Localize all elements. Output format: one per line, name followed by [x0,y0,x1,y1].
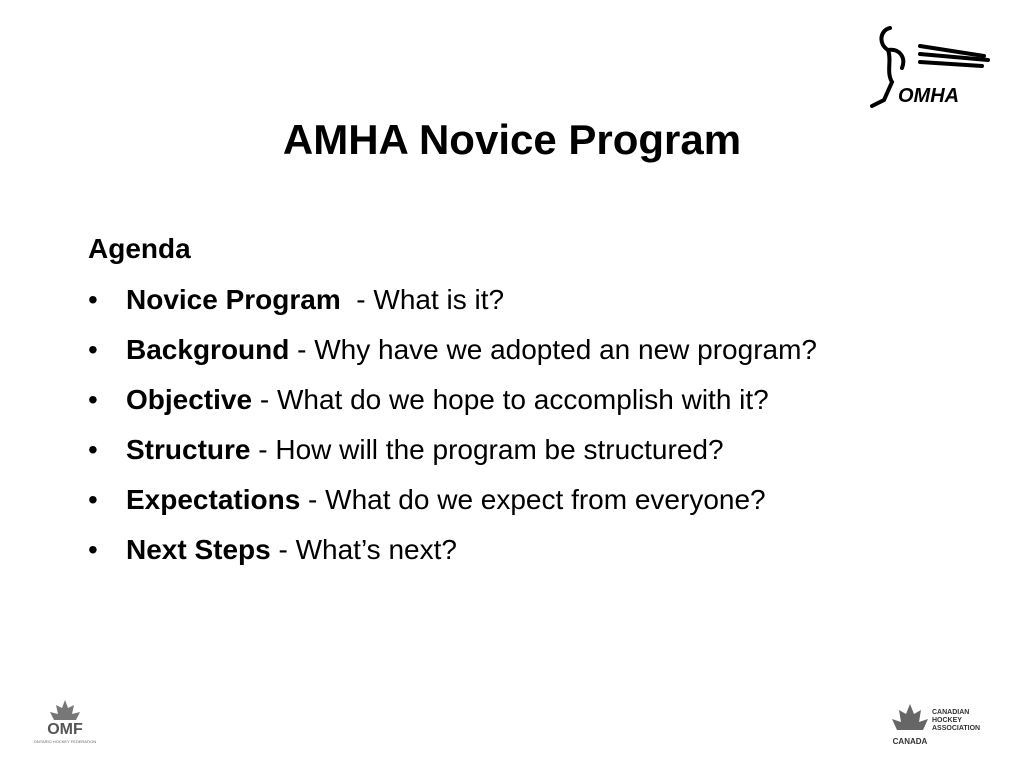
cha-logo-line1: CANADIAN [932,709,970,716]
cha-logo-line3: ASSOCIATION [932,725,981,732]
agenda-item-title: Expectations [126,484,301,515]
maple-leaf-icon [50,700,80,720]
agenda-item-title: Novice Program [126,284,341,315]
bullet-icon: • [88,534,98,565]
agenda-item-description: - What’s next? [270,534,457,565]
bullet-icon: • [88,334,98,365]
omha-logo-text: OMHA [898,85,960,107]
bullet-icon: • [88,434,98,465]
bullet-icon: • [88,284,98,315]
omf-logo [30,698,100,748]
agenda-item-title: Structure [126,434,251,465]
agenda-item-objective [88,382,948,418]
agenda-item-description: - What is it? [340,284,505,315]
cha-logo-line2: HOCKEY [932,717,962,724]
agenda-item-novice-program [88,282,948,318]
agenda-list [88,282,948,582]
agenda-item-description: - What do we expect from everyone? [300,484,766,515]
agenda-item-expectations [88,482,948,518]
maple-leaf-icon [892,704,928,730]
agenda-item-description: - Why have we adopted an new program? [289,334,817,365]
cha-logo-country: CANADA [892,737,928,746]
agenda-item-background [88,332,948,368]
agenda-item-title: Objective [126,384,253,415]
agenda-item-description: - What do we hope to accomplish with it? [252,384,769,415]
bullet-icon: • [88,384,98,415]
cha-logo [888,700,1003,750]
agenda-heading: Agenda [88,233,191,264]
agenda-item-description: - How will the program be structured? [250,434,724,465]
bullet-icon: • [88,484,98,515]
agenda-item-structure [88,432,948,468]
omha-logo [862,20,992,115]
slide-title: AMHA Novice Program [282,116,742,163]
agenda-item-title: Next Steps [126,534,271,565]
agenda-item-title: Background [126,334,290,365]
agenda-item-next-steps [88,532,948,568]
omf-logo-subtext: ONTARIO HOCKEY FEDERATION [33,739,97,744]
omf-logo-text: OMF [47,721,83,738]
